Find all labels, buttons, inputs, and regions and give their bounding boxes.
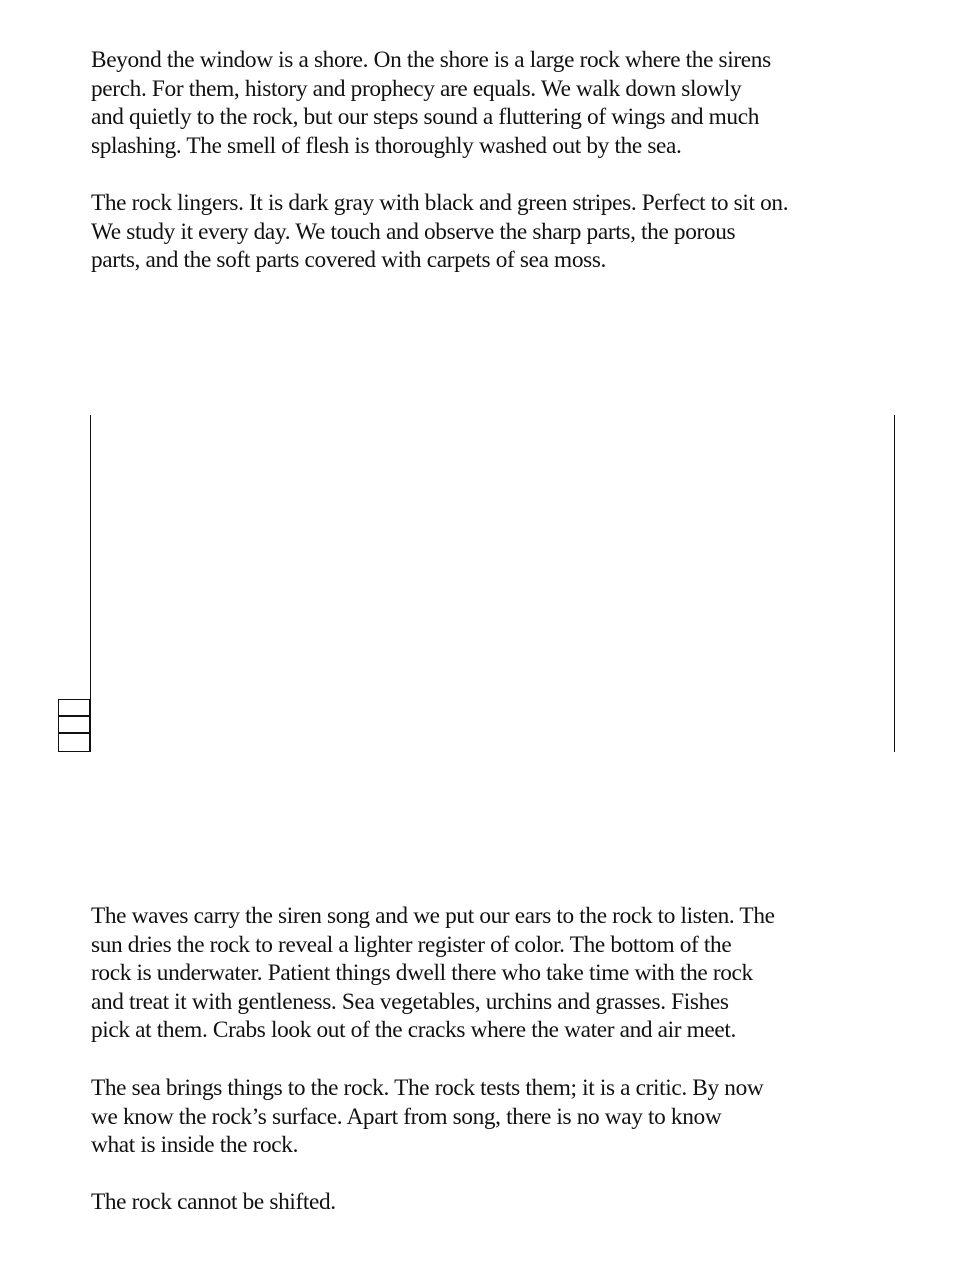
- stacked-box-top: [58, 699, 90, 716]
- text-line: The sea brings things to the rock. The rock tests them; it is a critic. By now: [91, 1075, 764, 1101]
- stacked-box-bottom: [58, 733, 90, 752]
- text-line: sun dries the rock to reveal a lighter register of color. The bottom of the: [91, 931, 732, 958]
- text-line: and quietly to the rock, but our steps sound a fluttering of wings and much: [91, 104, 760, 130]
- stacked-box-middle: [58, 716, 90, 733]
- paragraph-5: [91, 1188, 911, 1217]
- paragraph-3: [91, 902, 911, 1045]
- text-line: Beyond the window is a shore. On the shore is a large rock where the sirens: [91, 47, 771, 73]
- text-line: we know the rock’s surface. Apart from song, there is no way to know: [91, 1103, 722, 1130]
- right-vertical-rule: [894, 415, 895, 752]
- paragraph-1: [91, 46, 911, 160]
- text-line: perch. For them, history and prophecy are equals. We walk down slowly: [91, 75, 742, 102]
- text-line: parts, and the soft parts covered with carpets of sea moss.: [91, 247, 607, 273]
- text-line: The waves carry the siren song and we put our ears to the rock to listen. The: [91, 903, 775, 929]
- text-line: splashing. The smell of flesh is thoroughly washed out by the sea.: [91, 132, 682, 159]
- left-vertical-rule: [90, 415, 91, 752]
- text-line: what is inside the rock.: [91, 1132, 299, 1158]
- text-line: rock is underwater. Patient things dwell there who take time with the rock: [91, 960, 753, 986]
- text-line: The rock lingers. It is dark gray with black and green stripes. Perfect to sit on.: [91, 190, 789, 216]
- text-line: and treat it with gentleness. Sea vegetables, urchins and grasses. Fishes: [91, 988, 729, 1015]
- text-line: pick at them. Crabs look out of the cracks where the water and air meet.: [91, 1017, 736, 1043]
- paragraph-2: [91, 189, 911, 275]
- text-line: We study it every day. We touch and observe the sharp parts, the porous: [91, 218, 736, 245]
- paragraph-4: [91, 1074, 911, 1160]
- text-line: The rock cannot be shifted.: [91, 1189, 336, 1215]
